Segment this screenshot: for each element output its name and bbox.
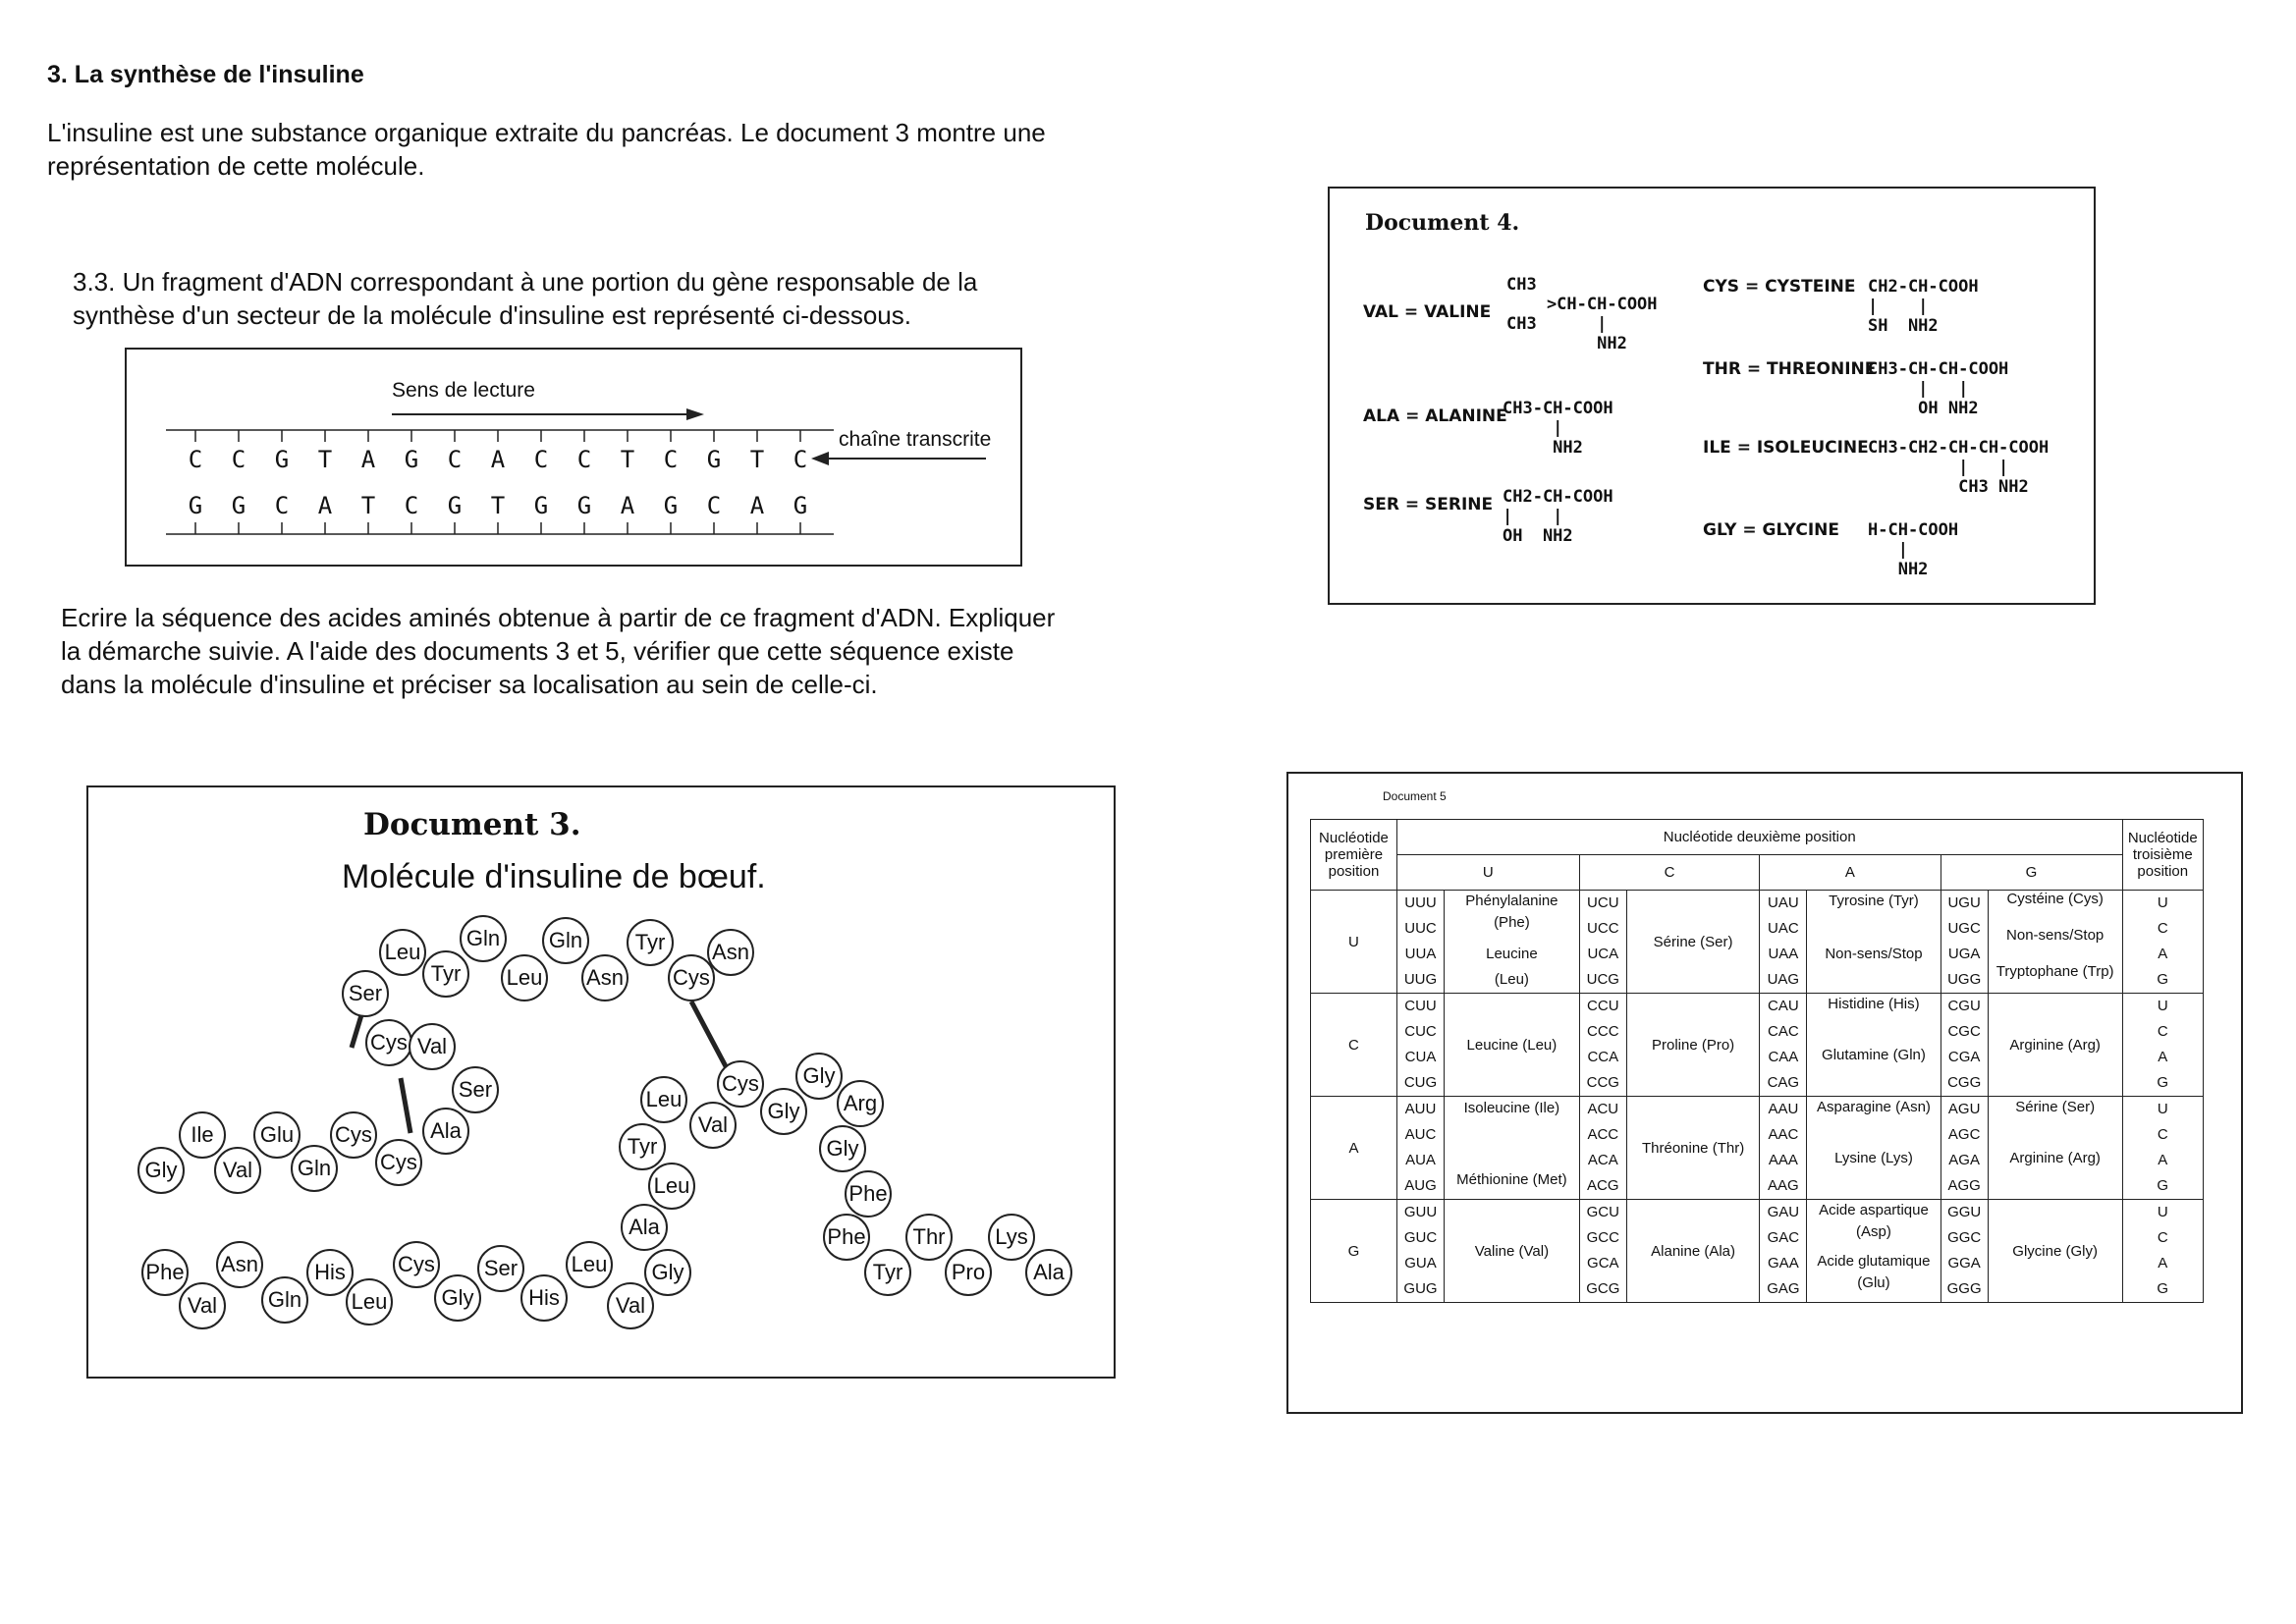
base: T [490,492,506,519]
amino-acid-cell: Cystéine (Cys) Non-sens/Stop Tryptophane (Trp) [1988,891,2122,994]
codon-cell: AGU AGC AGA AGG [1941,1097,1988,1200]
transcribed-chain-label: chaîne transcrite [839,428,992,451]
base: G [404,446,419,473]
residue: His [520,1274,568,1322]
base: T [620,446,635,473]
amino-acid-cell: Proline (Pro) [1626,994,1759,1097]
residue: Ser [342,970,389,1017]
codon-cell: CUU CUC CUA CUG [1396,994,1444,1097]
doc5-title: Document 5 [1383,789,1447,803]
dna-fragment-box [125,348,1022,567]
codon-cell: AAU AAC AAA AAG [1760,1097,1807,1200]
residue: Cys [375,1139,422,1186]
base: C [663,446,679,473]
reading-direction-label: Sens de lecture [392,379,535,402]
base: C [188,446,203,473]
second-base-g: G [1941,855,2122,891]
amino-acid-cell: Alanine (Ala) [1626,1200,1759,1303]
third-base-cell: U C A G [2122,891,2203,994]
residue: Val [214,1147,261,1194]
base: A [620,492,635,519]
header-third-position: Nucléotide troisième position [2122,820,2203,891]
third-base-cell: U C A G [2122,1097,2203,1200]
base: G [576,492,592,519]
residue: Cys [668,954,715,1001]
residue: Gly [795,1053,843,1100]
residue: Leu [648,1163,695,1210]
amino-acid-name: GLY = GLYCINE [1703,520,1840,540]
residue: Pro [945,1249,992,1296]
document-5-box [1286,772,2243,1414]
codon-cell: CAU CAC CAA CAG [1760,994,1807,1097]
amino-acid-cell: Tyrosine (Tyr) Non-sens/Stop [1807,891,1941,994]
codon-table [1310,819,2204,1303]
residue: Phe [823,1214,870,1261]
base: C [706,492,722,519]
amino-acid-formula: CH3-CH-COOH | NH2 [1503,399,1613,458]
base: G [231,492,246,519]
residue: Phe [845,1170,892,1218]
doc4-title: Document 4. [1365,210,1520,236]
base: G [274,446,290,473]
base: T [360,492,376,519]
base: A [490,446,506,473]
codon-cell: GGU GGC GGA GGG [1941,1200,1988,1303]
residue: Val [179,1282,226,1329]
base: C [447,446,463,473]
residue: Cys [717,1060,764,1108]
bottom-strand [174,492,822,519]
residue: Tyr [422,950,469,998]
amino-acid-cell: Thréonine (Thr) [1626,1097,1759,1200]
base: G [533,492,549,519]
amino-acid-formula: CH3 >CH-CH-COOH CH3 | NH2 [1506,275,1658,353]
second-base-u: U [1396,855,1579,891]
question-3-3: 3.3. Un fragment d'ADN correspondant à une portion du gène responsable de la synthèse d'un secteur de la molécule d'insuline est représenté ci-dessous. [73,267,978,330]
residue: Gln [261,1276,308,1324]
residue: Asn [216,1241,263,1288]
base: G [706,446,722,473]
codon-cell: UCU UCC UCA UCG [1579,891,1626,994]
base: C [274,492,290,519]
residue: Ala [1025,1249,1072,1296]
amino-acid-name: ALA = ALANINE [1363,406,1507,426]
amino-acid-name: SER = SERINE [1363,495,1494,514]
residue: Ser [477,1245,524,1292]
codon-cell: ACU ACC ACA ACG [1579,1097,1626,1200]
base: C [231,446,246,473]
codon-cell: CCU CCC CCA CCG [1579,994,1626,1097]
residue: Leu [640,1076,687,1123]
amino-acid-formula: CH2-CH-COOH | | SH NH2 [1868,277,1979,336]
codon-cell: AUU AUC AUA AUG [1396,1097,1444,1200]
residue: Gly [760,1088,807,1135]
codon-cell: GUU GUC GUA GUG [1396,1200,1444,1303]
residue: Ala [422,1108,469,1155]
amino-acid-name: CYS = CYSTEINE [1703,277,1856,297]
residue: Asn [581,954,629,1001]
doc3-subtitle: Molécule d'insuline de bœuf. [342,858,766,895]
document-4-box [1328,187,2096,605]
codon-cell: UAU UAC UAA UAG [1760,891,1807,994]
amino-acid-cell: Acide aspartique (Asp) Acide glutamique (Glu) [1807,1200,1941,1303]
base: C [533,446,549,473]
residue: Ile [179,1111,226,1159]
amino-acid-cell: Histidine (His) Glutamine (Gln) [1807,994,1941,1097]
base: C [404,492,419,519]
residue: Tyr [619,1123,666,1170]
amino-acid-name: ILE = ISOLEUCINE [1703,438,1869,458]
base: G [663,492,679,519]
first-base: C [1311,994,1397,1097]
amino-acid-formula: CH2-CH-COOH | | OH NH2 [1503,487,1613,546]
residue: Gln [291,1145,338,1192]
residue: Tyr [864,1249,911,1296]
bottom-strand-backbone [166,522,853,536]
residue: Leu [346,1278,393,1326]
section-title: 3. La synthèse de l'insuline [47,61,364,88]
residue: Val [607,1282,654,1329]
residue: Phe [141,1249,189,1296]
residue: Lys [988,1214,1035,1261]
residue: Ser [452,1066,499,1113]
residue: His [306,1249,354,1296]
residue: Gly [137,1147,185,1194]
codon-cell: UUU UUC UUA UUG [1396,891,1444,994]
third-base-cell: U C A G [2122,994,2203,1097]
third-base-cell: U C A G [2122,1200,2203,1303]
residue: Leu [379,929,426,976]
base: G [188,492,203,519]
amino-acid-cell: Sérine (Ser) Arginine (Arg) [1988,1097,2122,1200]
codon-cell: CGU CGC CGA CGG [1941,994,1988,1097]
reading-direction-arrow [392,406,706,422]
base: A [749,492,765,519]
residue: Gln [460,915,507,962]
second-base-a: A [1760,855,1941,891]
document-3-box [86,785,1116,1379]
first-base: A [1311,1097,1397,1200]
instruction-paragraph: Ecrire la séquence des acides aminés obtenue à partir de ce fragment d'ADN. Expliquer la démarche suivie. A l'aide des documents 3 et 5, vérifier que cette séquence existe dans la molécule d'insuline et préciser sa localisation au sein de celle-ci. [61,603,1056,699]
residue: Asn [707,929,754,976]
residue: Val [689,1102,737,1149]
base: C [793,446,808,473]
amino-acid-name: THR = THREONINE [1703,359,1877,379]
amino-acid-formula: CH3-CH-CH-COOH | | OH NH2 [1868,359,2009,418]
base: A [317,492,333,519]
base: C [576,446,592,473]
base: T [317,446,333,473]
residue: Gly [434,1274,481,1322]
residue: Leu [566,1241,613,1288]
base: T [749,446,765,473]
residue: Arg [837,1080,884,1127]
first-base: U [1311,891,1397,994]
residue: Cys [393,1241,440,1288]
residue: Val [409,1023,456,1070]
codon-cell: GAU GAC GAA GAG [1760,1200,1807,1303]
residue: Tyr [627,919,674,966]
residue: Cys [365,1019,412,1066]
residue: Gly [819,1125,866,1172]
amino-acid-cell: Isoleucine (Ile) Méthionine (Met) [1445,1097,1580,1200]
residue: Ala [621,1204,668,1251]
base: G [793,492,808,519]
second-base-c: C [1579,855,1760,891]
amino-acid-formula: CH3-CH2-CH-CH-COOH | | CH3 NH2 [1868,438,2050,497]
residue: Cys [330,1111,377,1159]
base: A [360,446,376,473]
first-base: G [1311,1200,1397,1303]
residue: Leu [501,954,548,1001]
doc3-title: Document 3. [363,807,581,842]
amino-acid-cell: Sérine (Ser) [1626,891,1759,994]
base: G [447,492,463,519]
amino-acid-name: VAL = VALINE [1363,302,1492,322]
header-first-position: Nucléotide première position [1311,820,1397,891]
top-strand [174,446,822,473]
residue: Thr [905,1214,953,1261]
residue: Gly [644,1249,691,1296]
codon-cell: UGU UGC UGA UGG [1941,891,1988,994]
intro-paragraph: L'insuline est une substance organique extraite du pancréas. Le document 3 montre une représentation de cette molécule. [47,118,1046,181]
codon-cell: GCU GCC GCA GCG [1579,1200,1626,1303]
amino-acid-cell: Glycine (Gly) [1988,1200,2122,1303]
top-strand-backbone [166,428,853,442]
amino-acid-cell: Asparagine (Asn) Lysine (Lys) [1807,1097,1941,1200]
residue: Gln [542,917,589,964]
amino-acid-formula: H-CH-COOH | NH2 [1868,520,1959,579]
amino-acid-cell: Arginine (Arg) [1988,994,2122,1097]
amino-acid-cell: Phénylalanine (Phe) Leucine (Leu) [1445,891,1580,994]
amino-acid-cell: Leucine (Leu) [1445,994,1580,1097]
amino-acid-cell: Valine (Val) [1445,1200,1580,1303]
header-second-position: Nucléotide deuxième position [1396,820,2122,855]
residue: Glu [253,1111,301,1159]
